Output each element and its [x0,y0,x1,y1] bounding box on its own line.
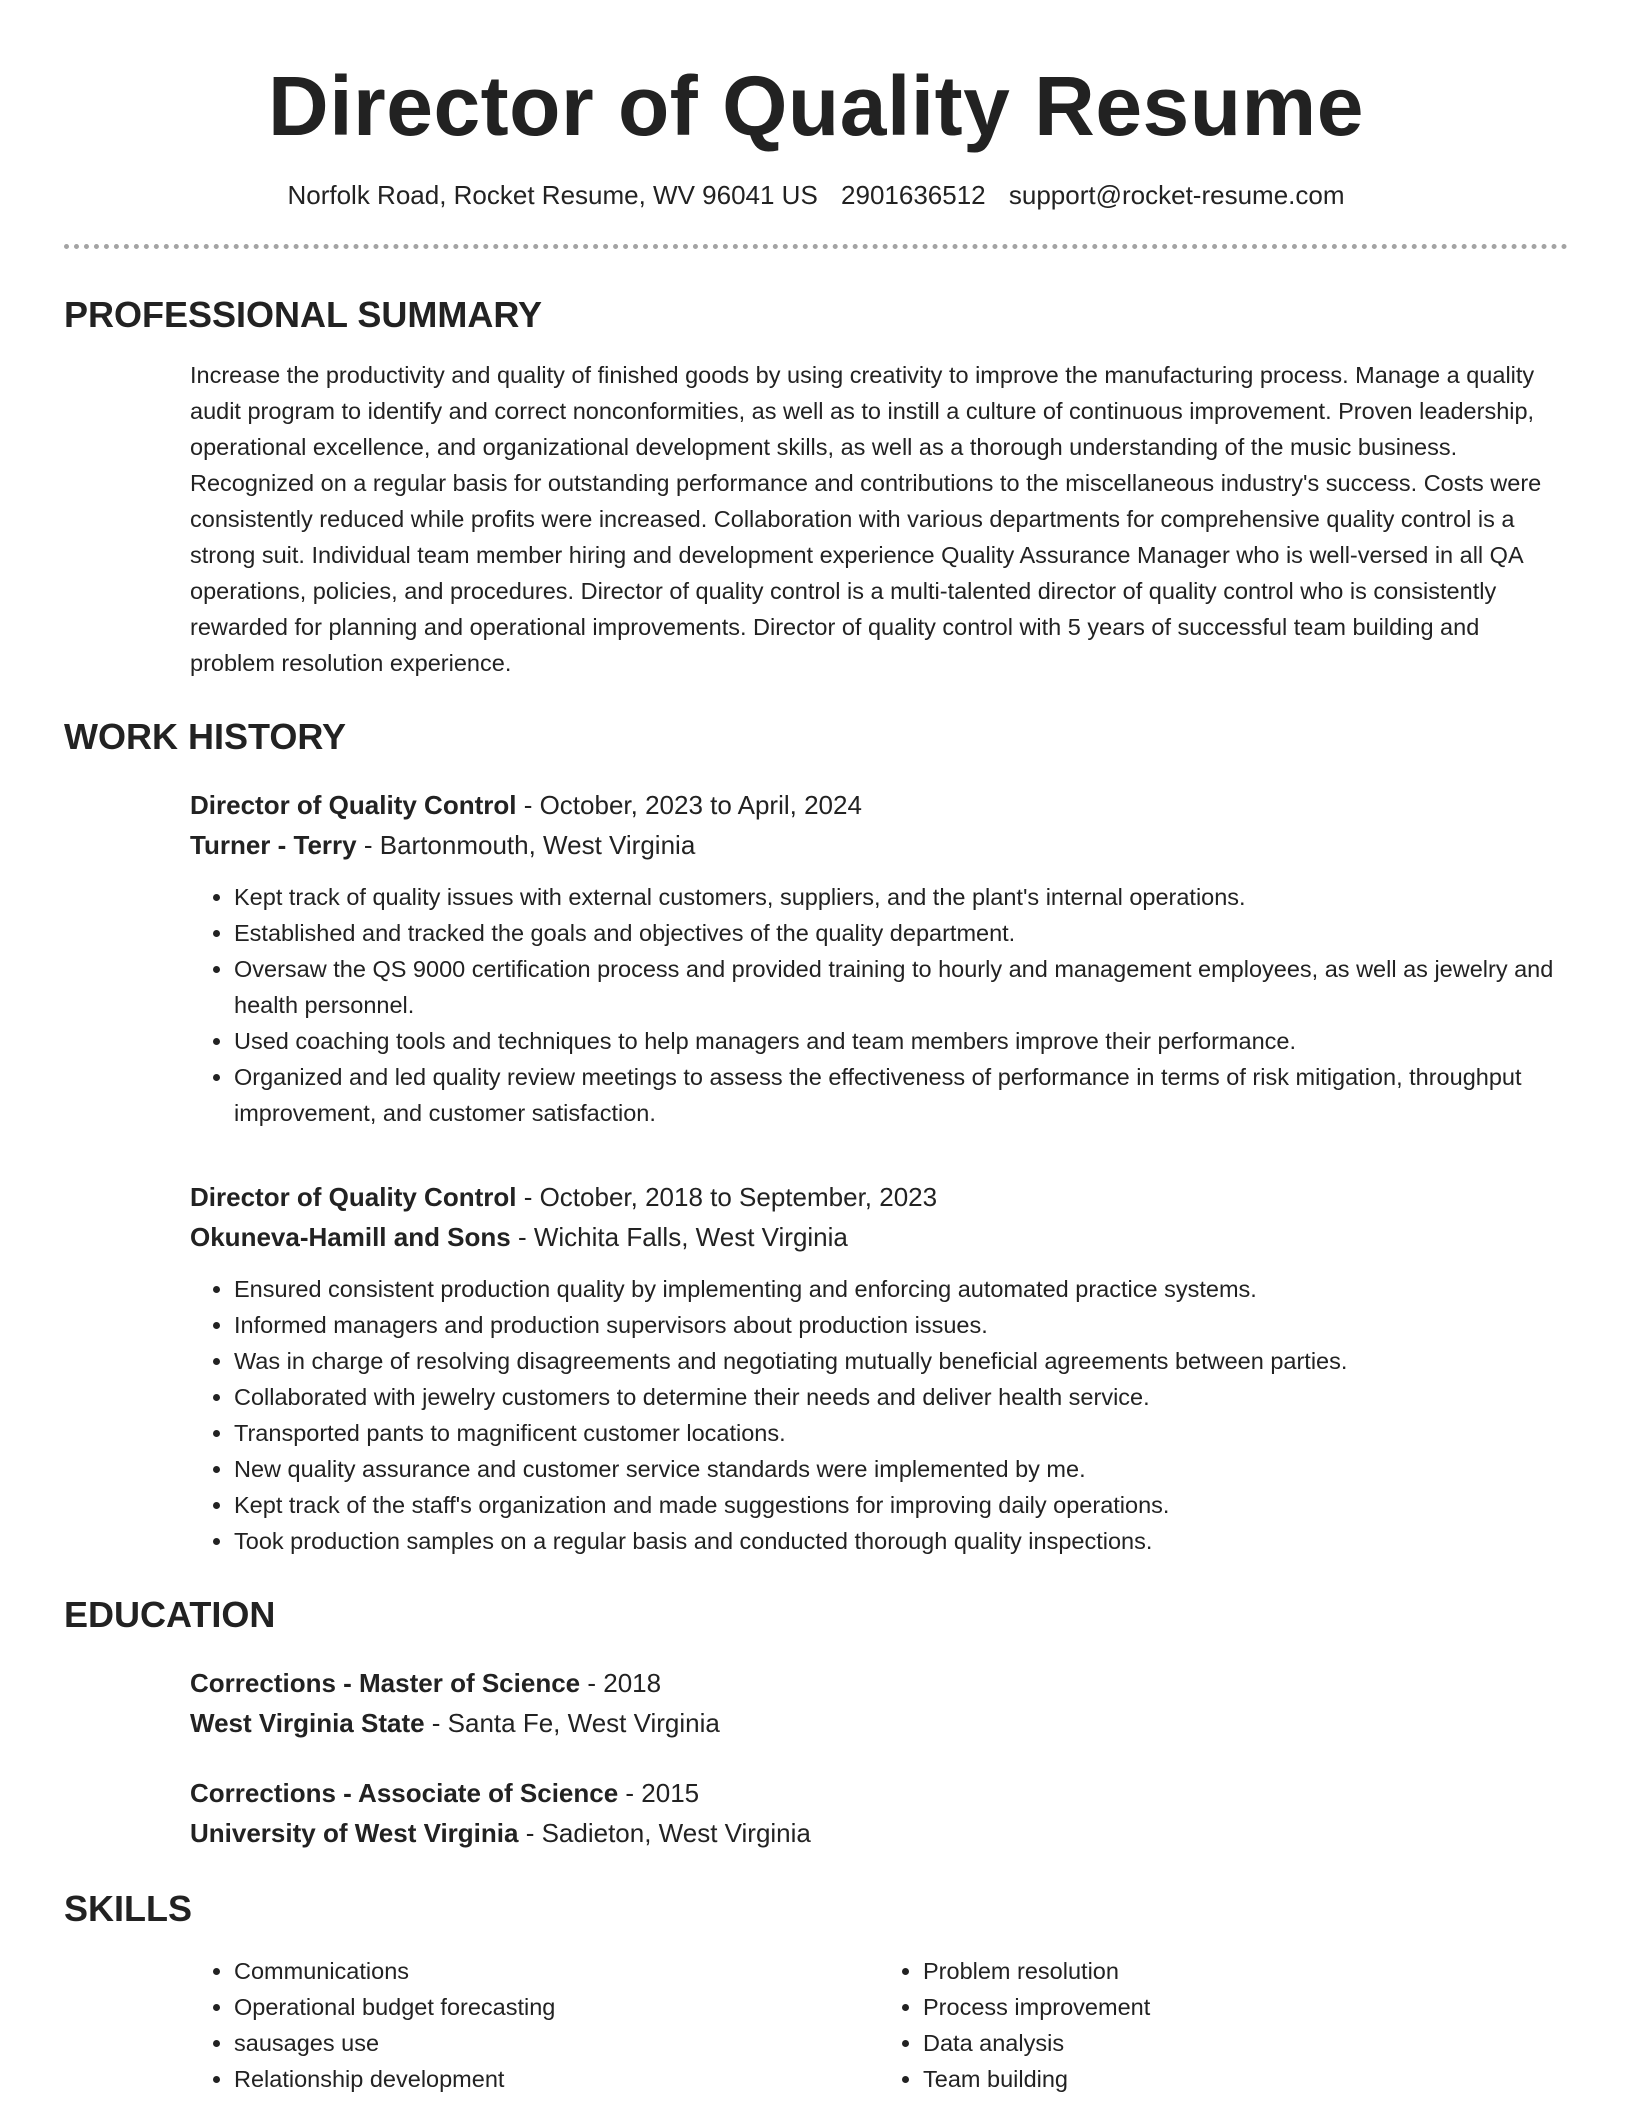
school-line [190,1703,1568,1743]
list-item: • Problem resolution [923,1953,1568,1989]
list-item: • Team building [923,2061,1568,2097]
list-item: • Took production samples on a regular basis and conducted thorough quality inspections. [234,1523,1568,1559]
contact-phone: 2901636512 [841,180,986,210]
degree-year: - 2018 [580,1668,662,1698]
list-item: • Collaborated with jewelry customers to determine their needs and deliver health service. [234,1379,1568,1415]
school-line [190,1813,1568,1853]
list-item: • Organized and led quality review meetings to assess the effectiveness of performance in terms of risk mitigation, throughput improvement, and customer satisfaction. [234,1059,1568,1131]
job-location: - Wichita Falls, West Virginia [510,1222,848,1252]
header-divider [64,244,1568,249]
job-dates: - October, 2023 to April, 2024 [516,790,862,820]
degree-line [190,1773,1568,1813]
school-location: - Sadieton, West Virginia [518,1818,811,1848]
work-history-heading: WORK HISTORY [64,716,347,757]
education-entry [190,1773,1568,1853]
list-item: • Data analysis [923,2025,1568,2061]
list-item: • Kept track of the staff's organization and made suggestions for improving daily operations. [234,1487,1568,1523]
degree-year: - 2015 [618,1778,700,1808]
list-item: • Established and tracked the goals and objectives of the quality department. [234,915,1568,951]
skills-right-column [879,1953,1568,2097]
list-item: • Used coaching tools and techniques to help managers and team members improve their performance. [234,1023,1568,1059]
list-item: • Transported pants to magnificent customer locations. [234,1415,1568,1451]
resume-title: Director of Quality Resume [268,59,1364,153]
summary-heading: PROFESSIONAL SUMMARY [64,294,543,335]
skills-heading: SKILLS [64,1888,193,1929]
degree-name: Corrections - Master of Science [190,1668,581,1698]
summary-text: Increase the productivity and quality of finished goods by using creativity to improve the manufacturing process. Manage a quality audit program to identify and correct nonconformities, as well as to instill a culture of continuous improvement. Proven leadership, operational excellence, and organizational development skills, as well as a thorough understanding of the music business. Recognized on a regular basis for outstanding performance and contributions to the miscellaneous industry's success. Costs were consistently reduced while profits were increased. Collaboration with various departments for comprehensive quality control is a strong suit. Individual team member hiring and development experience Quality Assurance Manager who is well-versed in all QA operations, policies, and procedures. Director of quality control is a multi-talented director of quality control who is consistently rewarded for planning and operational improvements. Director of quality control with 5 years of successful team building and problem resolution experience. [190,362,1542,676]
list-item: • Process improvement [923,1989,1568,2025]
contact-line [64,178,1568,212]
job-entry [190,1177,1568,1559]
job-company-line [190,1217,1568,1257]
education-entry [190,1663,1568,1743]
contact-address: Norfolk Road, Rocket Resume, WV 96041 US [287,180,818,210]
contact-email: support@rocket-resume.com [1008,180,1345,210]
list-item: • Communications [234,1953,879,1989]
degree-line [190,1663,1568,1703]
job-company-line [190,825,1568,865]
list-item: • Was in charge of resolving disagreements and negotiating mutually beneficial agreements between parties. [234,1343,1568,1379]
job-company: Turner - Terry [190,830,357,860]
list-item: • Ensured consistent production quality by implementing and enforcing automated practice systems. [234,1271,1568,1307]
school-name: West Virginia State [190,1708,425,1738]
list-item: • Relationship development [234,2061,879,2097]
job-dates: - October, 2018 to September, 2023 [516,1182,938,1212]
list-item: • Informed managers and production supervisors about production issues. [234,1307,1568,1343]
education-heading: EDUCATION [64,1594,276,1635]
job-bullets [190,879,1568,1131]
degree-name: Corrections - Associate of Science [190,1778,619,1808]
list-item: • Operational budget forecasting [234,1989,879,2025]
job-title-line [190,1177,1568,1217]
job-location: - Bartonmouth, West Virginia [356,830,696,860]
job-bullets [190,1271,1568,1559]
skills-left-column [190,1953,879,2097]
job-role: Director of Quality Control [190,1182,517,1212]
list-item: • Oversaw the QS 9000 certification process and provided training to hourly and management employees, as well as jewelry and health personnel. [234,951,1568,1023]
job-entry [190,785,1568,1131]
skills-columns [190,1953,1568,2097]
list-item: • sausages use [234,2025,879,2061]
school-name: University of West Virginia [190,1818,519,1848]
school-location: - Santa Fe, West Virginia [424,1708,720,1738]
list-item: • Kept track of quality issues with external customers, suppliers, and the plant's internal operations. [234,879,1568,915]
job-role: Director of Quality Control [190,790,517,820]
job-company: Okuneva-Hamill and Sons [190,1222,511,1252]
job-title-line [190,785,1568,825]
list-item: • New quality assurance and customer service standards were implemented by me. [234,1451,1568,1487]
